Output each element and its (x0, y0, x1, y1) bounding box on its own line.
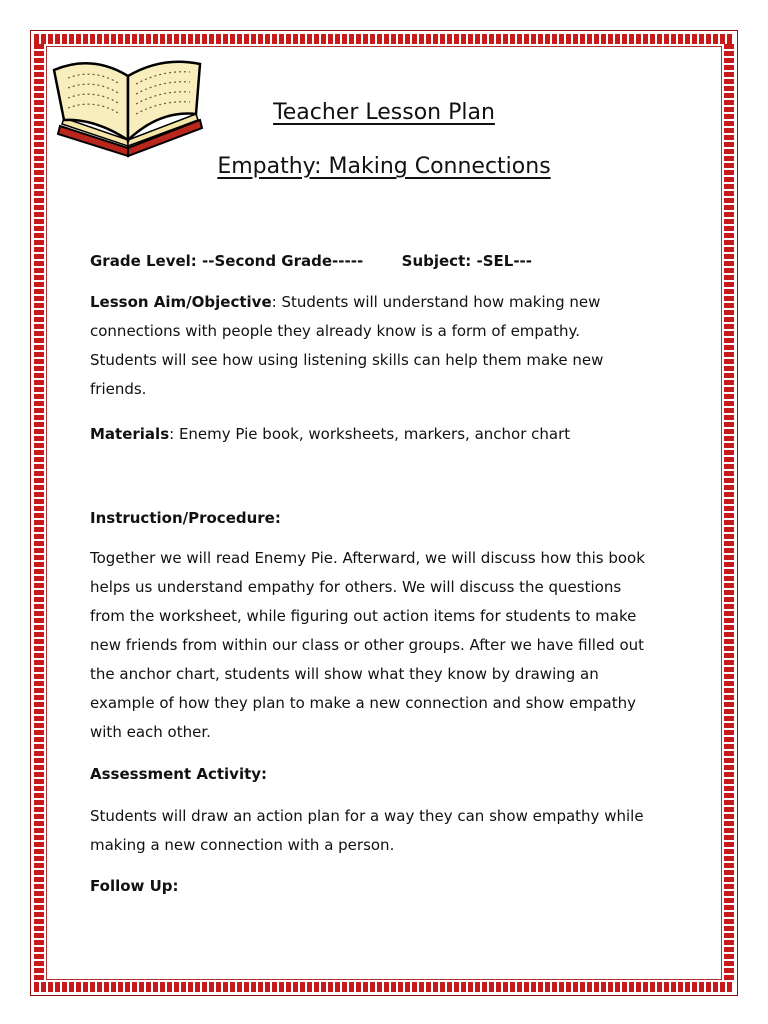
materials-paragraph (90, 420, 650, 449)
followup-heading: Follow Up: (90, 877, 179, 895)
border-stripe-left (34, 44, 44, 980)
materials-text: : Enemy Pie book, worksheets, markers, anchor chart (169, 425, 571, 443)
subject-label: Subject: (401, 252, 472, 270)
border-stripe-top (34, 34, 734, 44)
border-stripe-right (724, 44, 734, 980)
page-title: Teacher Lesson Plan (273, 100, 495, 125)
lesson-title: Empathy: Making Connections (217, 154, 551, 179)
grade-level-row (90, 252, 532, 270)
aim-paragraph (90, 288, 650, 404)
materials-label: Materials (90, 425, 170, 443)
instruction-paragraph: Together we will read Enemy Pie. Afterward, we will discuss how this book helps us understand empathy for others. We will discuss the questions from the worksheet, while figuring out action items for students to make new friends from within our class or other groups. After we have filled out the anchor chart, students will show what they know by drawing an example of how they plan to make a new connection and show empathy with each other. (90, 549, 645, 741)
aim-label: Lesson Aim/Objective (90, 293, 272, 311)
grade-label: Grade Level: (90, 252, 197, 270)
grade-value: --Second Grade----- (202, 252, 364, 270)
assessment-heading: Assessment Activity: (90, 765, 268, 783)
border-stripe-bottom (34, 982, 734, 992)
aim-text: : Students will understand how making new connections with people they already know is a form of empathy. Students will see how using listening skills can help them make new friends. (90, 293, 604, 398)
instruction-heading: Instruction/Procedure: (90, 509, 281, 527)
assessment-paragraph: Students will draw an action plan for a way they can show empathy while making a new connection with a person. (90, 807, 644, 854)
subject-value: -SEL--- (476, 252, 532, 270)
